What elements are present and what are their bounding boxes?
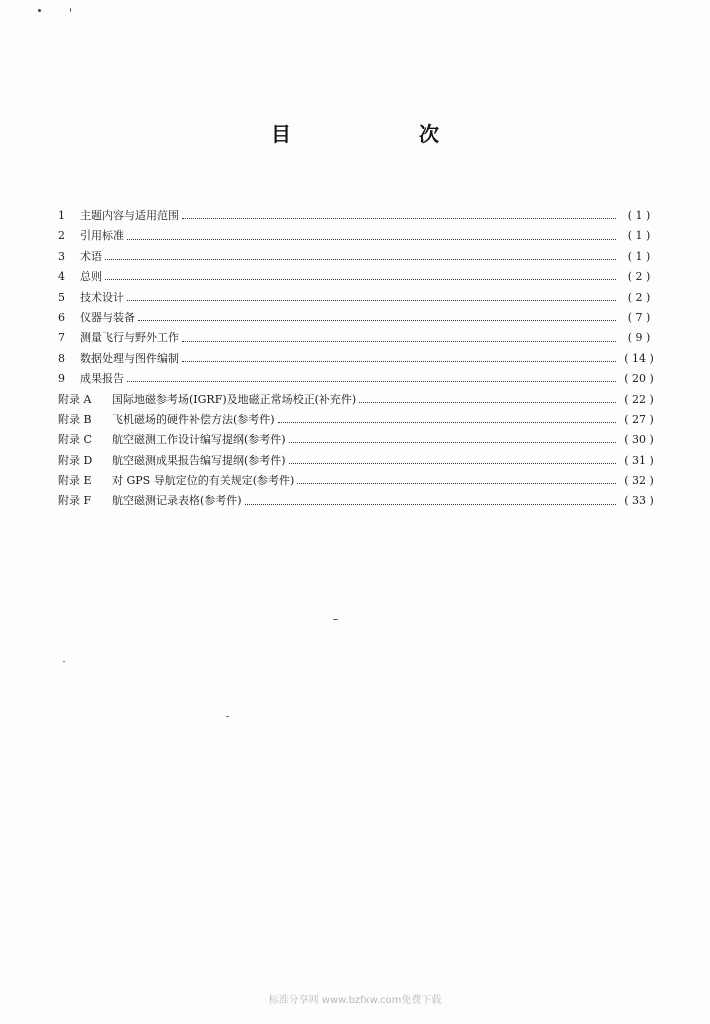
- toc-entry[interactable]: [58, 206, 656, 226]
- toc-entry[interactable]: [58, 369, 656, 389]
- toc-entry[interactable]: [58, 430, 656, 450]
- toc-entry-page: ( 30 ): [624, 433, 654, 447]
- page-title: 目 次: [271, 122, 493, 146]
- toc-dot-leader: [359, 402, 616, 403]
- toc-entry-number: 附录 E: [58, 474, 92, 488]
- toc-entry-number: 附录 D: [58, 453, 93, 467]
- toc-entry[interactable]: [58, 390, 656, 410]
- toc-entry-title: 仪器与装备: [80, 310, 135, 324]
- toc-dot-leader: [297, 483, 616, 484]
- toc-entry[interactable]: [58, 226, 656, 246]
- toc-entry-title: 技术设计: [80, 290, 124, 304]
- toc-entry-title: 航空磁测工作设计编写提纲(参考件): [112, 433, 286, 447]
- toc-entry-page: ( 2 ): [627, 290, 651, 304]
- toc-dot-leader: [182, 218, 616, 219]
- toc-entry-page: ( 20 ): [624, 372, 654, 386]
- toc-entry-title: 引用标准: [80, 229, 124, 243]
- toc-entry-number: 8: [58, 351, 65, 365]
- toc-entry-page: ( 2 ): [627, 270, 651, 284]
- toc-entry-number: 6: [58, 310, 65, 324]
- toc-entry-title: 航空磁测记录表格(参考件): [112, 494, 242, 508]
- toc-entry-page: ( 1 ): [627, 229, 651, 243]
- toc-dot-leader: [127, 381, 616, 382]
- watermark-footer: 标准分享网 www.bzfxw.com免费下载: [268, 995, 442, 1006]
- toc-entry-title: 总则: [80, 270, 102, 284]
- toc-entry-number: 5: [58, 290, 65, 304]
- toc-dot-leader: [245, 504, 616, 505]
- toc-entry-title: 航空磁测成果报告编写提纲(参考件): [112, 453, 286, 467]
- scan-speck: [63, 661, 65, 662]
- toc-entry[interactable]: [58, 308, 656, 328]
- toc-entry-number: 附录 A: [58, 392, 92, 406]
- toc-entry-number: 附录 C: [58, 433, 92, 447]
- toc-entry-number: 附录 B: [58, 412, 92, 426]
- toc-dot-leader: [182, 361, 616, 362]
- toc-dot-leader: [105, 279, 616, 280]
- toc-entry-page: ( 31 ): [624, 453, 654, 467]
- toc-entry[interactable]: [58, 451, 656, 471]
- toc-entry-number: 2: [58, 229, 65, 243]
- toc-entry-number: 4: [58, 270, 65, 284]
- toc-entry[interactable]: [58, 288, 656, 308]
- toc-entry-page: ( 9 ): [627, 331, 651, 345]
- toc-dot-leader: [278, 422, 616, 423]
- toc-dot-leader: [289, 463, 616, 464]
- scan-speck: [226, 716, 229, 717]
- toc-dot-leader: [182, 341, 616, 342]
- toc-entry-page: ( 1 ): [627, 209, 651, 222]
- toc-entry-title: 国际地磁参考场(IGRF)及地磁正常场校正(补充件): [112, 392, 357, 406]
- toc-dot-leader: [127, 239, 616, 240]
- toc-dot-leader: [138, 320, 616, 321]
- toc-entry-page: ( 14 ): [624, 351, 654, 365]
- toc-dot-leader: [289, 442, 616, 443]
- toc-entry-page: ( 32 ): [624, 474, 654, 488]
- toc-entry[interactable]: [58, 328, 656, 348]
- toc-entry-title: 飞机磁场的硬件补偿方法(参考件): [112, 412, 275, 426]
- toc-entry[interactable]: [58, 410, 656, 430]
- toc-entry-number: 7: [58, 331, 65, 345]
- toc-entry-title: 测量飞行与野外工作: [80, 331, 179, 345]
- toc-dot-leader: [127, 300, 616, 301]
- toc-entry[interactable]: [58, 491, 656, 511]
- toc-entry-number: 附录 F: [58, 494, 92, 508]
- toc-entry[interactable]: [58, 267, 656, 287]
- toc-entry-number: 1: [58, 209, 65, 222]
- toc-entry[interactable]: [58, 471, 656, 491]
- toc-entry-title: 对 GPS 导航定位的有关规定(参考件): [112, 474, 295, 488]
- scan-speck: [333, 619, 338, 620]
- table-of-contents: [58, 206, 656, 512]
- toc-entry[interactable]: [58, 247, 656, 267]
- toc-entry-title: 主题内容与适用范围: [80, 209, 179, 222]
- toc-entry[interactable]: [58, 349, 656, 369]
- toc-entry-page: ( 1 ): [627, 249, 651, 263]
- toc-entry-page: ( 7 ): [627, 310, 651, 324]
- toc-entry-title: 术语: [80, 249, 102, 263]
- toc-entry-page: ( 22 ): [624, 392, 654, 406]
- toc-dot-leader: [105, 259, 616, 260]
- toc-entry-page: ( 27 ): [624, 412, 654, 426]
- toc-entry-title: 数据处理与图件编制: [80, 351, 179, 365]
- scan-speck: [70, 8, 71, 12]
- toc-entry-number: 3: [58, 249, 65, 263]
- toc-entry-page: ( 33 ): [624, 494, 654, 508]
- toc-entry-title: 成果报告: [80, 372, 124, 386]
- toc-entry-number: 9: [58, 372, 65, 386]
- scan-speck: [38, 9, 41, 12]
